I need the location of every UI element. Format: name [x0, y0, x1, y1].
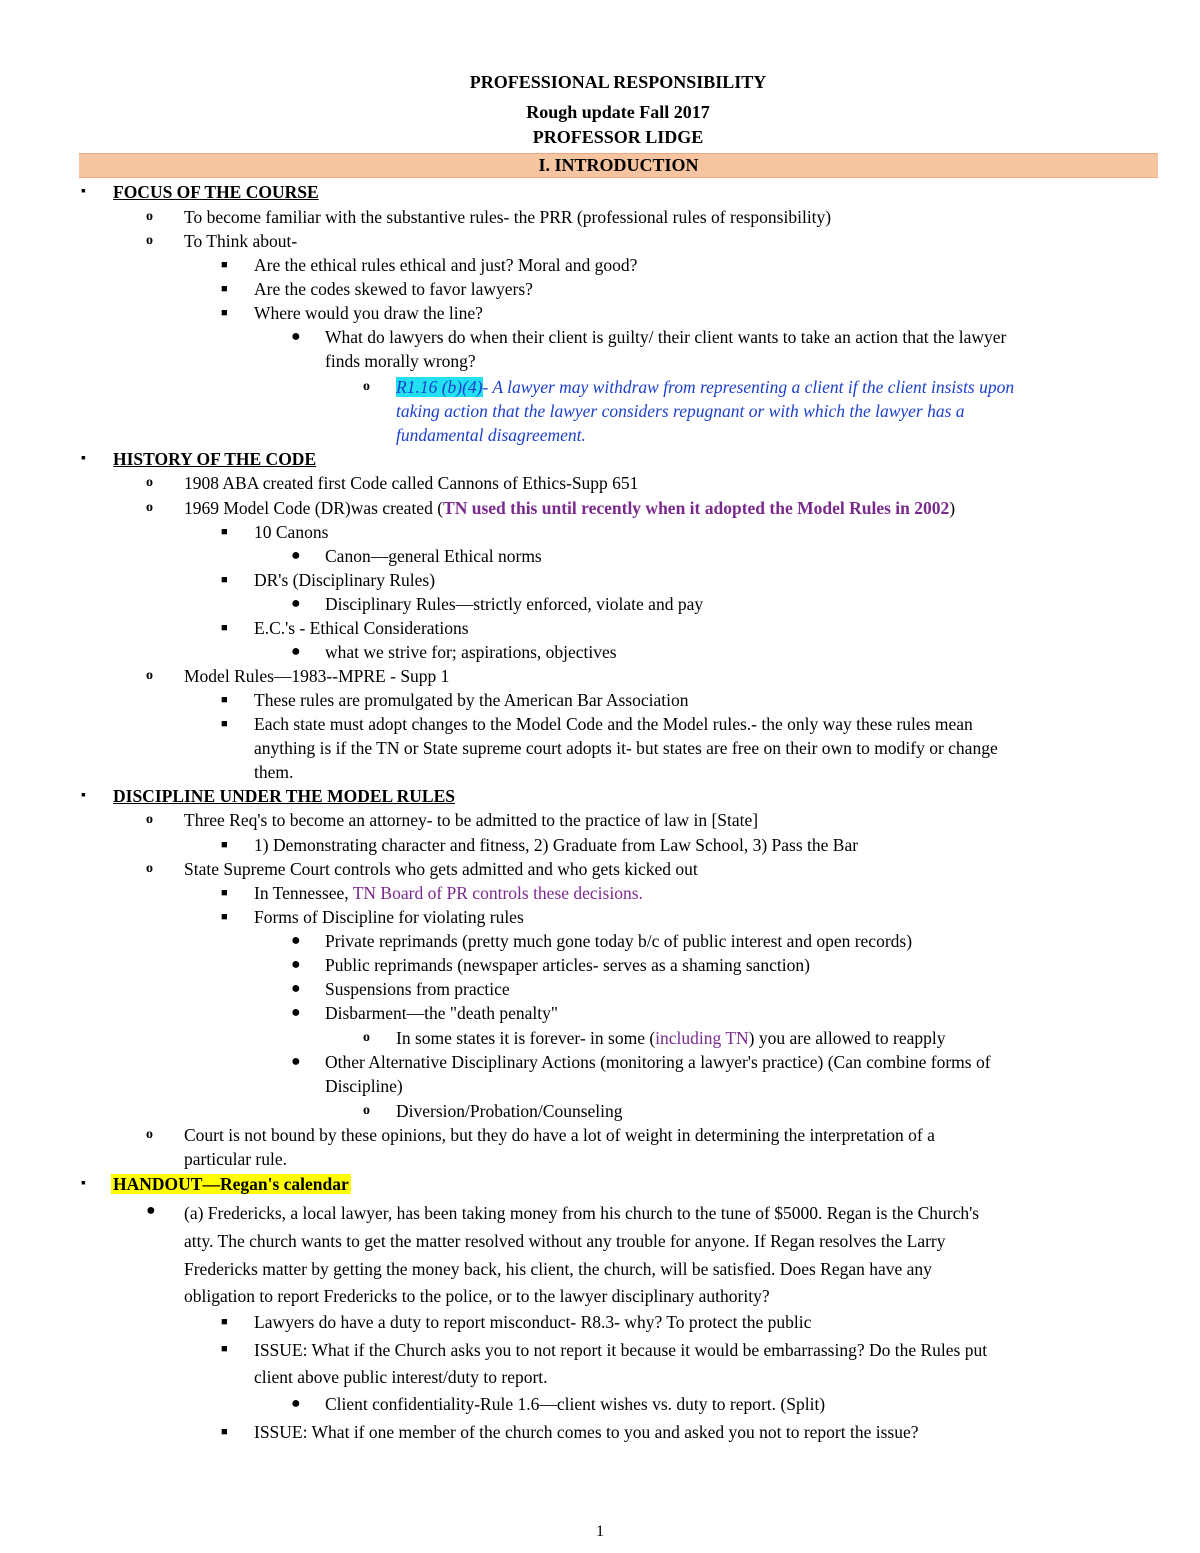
list-item-continued: anything is if the TN or State supreme court adopts it- but states are free on their own to modify or change [254, 738, 998, 758]
section-heading: I. INTRODUCTION [538, 155, 699, 175]
list-item: Disciplinary Rules—strictly enforced, violate and pay [325, 594, 704, 614]
list-item: ISSUE: What if the Church asks you to not report it because it would be embarrassing? Do the Rules put [254, 1340, 988, 1360]
bullet-icon: ● [291, 547, 301, 564]
list-item: Diversion/Probation/Counseling [396, 1101, 623, 1121]
bullet-icon: o [146, 668, 153, 683]
list-item [396, 1026, 945, 1050]
bullet-icon: o [146, 1127, 153, 1142]
bullet-icon: ■ [221, 283, 228, 295]
bullet-icon: ▪ [81, 788, 86, 803]
list-item: Private reprimands (pretty much gone today b/c of public interest and open records) [325, 931, 913, 951]
rule-reference: R1.16 (b)(4) [396, 377, 483, 397]
list-item: 10 Canons [254, 522, 329, 542]
highlighted-note: TN Board of PR controls these decisions. [352, 883, 643, 903]
list-item-continued: them. [254, 762, 294, 782]
list-item-continued: particular rule. [184, 1149, 288, 1169]
list-item: what we strive for; aspirations, objectives [325, 642, 617, 662]
list-item: These rules are promulgated by the American Bar Association [254, 690, 689, 710]
bullet-icon: ■ [221, 307, 228, 319]
list-item: Three Req's to become an attorney- to be admitted to the practice of law in [State] [184, 810, 759, 830]
list-item: Model Rules—1983--MPRE - Supp 1 [184, 666, 450, 686]
bullet-icon: ■ [221, 574, 228, 586]
list-item: Are the codes skewed to favor lawyers? [254, 279, 533, 299]
bullet-icon: o [146, 209, 153, 224]
bullet-icon: ■ [221, 911, 228, 923]
bullet-icon: o [363, 1103, 370, 1118]
list-item: Each state must adopt changes to the Model Code and the Model rules.- the only way these rules mean [254, 714, 973, 734]
list-item-continued: obligation to report Fredericks to the police, or to the lawyer disciplinary authority? [184, 1286, 770, 1306]
list-item-continued: Fredericks matter by getting the money back, his client, the church, will be satisfied. Does Regan have any [184, 1259, 932, 1279]
bullet-icon: ■ [221, 839, 228, 851]
text-segment: In some states it is forever- in some ( [396, 1028, 656, 1048]
list-item: Court is not bound by these opinions, but they do have a lot of weight in determining the interpretation of a [184, 1125, 935, 1145]
bullet-icon: ● [291, 1395, 301, 1412]
bullet-icon: ■ [221, 1316, 228, 1328]
bullet-icon: ■ [221, 622, 228, 634]
highlighted-note: including TN [655, 1028, 749, 1048]
list-item: To Think about- [184, 231, 298, 251]
bullet-icon: o [146, 233, 153, 248]
document-professor: PROFESSOR LIDGE [532, 127, 704, 147]
bullet-icon: ■ [221, 718, 228, 730]
bullet-icon: ● [291, 956, 301, 973]
bullet-icon: ● [291, 595, 301, 612]
document-title: PROFESSIONAL RESPONSIBILITY [469, 72, 767, 92]
bullet-icon: o [363, 379, 370, 394]
handout-heading [111, 1172, 351, 1196]
list-item: Public reprimands (newspaper articles- serves as a shaming sanction) [325, 955, 810, 975]
bullet-icon: ● [291, 643, 301, 660]
list-item: E.C.'s - Ethical Considerations [254, 618, 469, 638]
bullet-icon: o [146, 500, 153, 515]
text-segment: In Tennessee, [254, 883, 353, 903]
bullet-icon: ▪ [81, 184, 86, 199]
text-segment: ) [949, 498, 956, 518]
rule-text: - A lawyer may withdraw from representing a client if the client insists upon [482, 377, 1015, 397]
rule-quote-continued: taking action that the lawyer considers repugnant or with which the lawyer has a [396, 401, 965, 421]
list-item: Where would you draw the line? [254, 303, 483, 323]
discipline-heading: DISCIPLINE UNDER THE MODEL RULES [113, 786, 455, 806]
list-item: Other Alternative Disciplinary Actions (monitoring a lawyer's practice) (Can combine forms of [325, 1052, 991, 1072]
bullet-icon: o [146, 861, 153, 876]
rule-quote-continued: fundamental disagreement. [396, 425, 586, 445]
bullet-icon: ● [291, 328, 301, 345]
bullet-icon: ● [291, 1053, 301, 1070]
list-item: DR's (Disciplinary Rules) [254, 570, 436, 590]
highlighted-note: TN used this until recently when it adopted the Model Rules in 2002 [443, 498, 950, 518]
list-item: What do lawyers do when their client is guilty/ their client wants to take an action that the lawyer [325, 327, 1007, 347]
bullet-icon: ▪ [81, 1176, 86, 1191]
text-segment: 1969 Model Code (DR)was created ( [184, 498, 444, 518]
bullet-icon: ● [291, 932, 301, 949]
bullet-icon: ■ [221, 887, 228, 899]
list-item: Client confidentiality-Rule 1.6—client wishes vs. duty to report. (Split) [325, 1394, 826, 1414]
list-item: ISSUE: What if one member of the church comes to you and asked you not to report the issue? [254, 1422, 919, 1442]
list-item [184, 496, 955, 520]
list-item: Suspensions from practice [325, 979, 510, 999]
rule-quote [396, 375, 1014, 399]
list-item [254, 881, 643, 905]
list-item: State Supreme Court controls who gets admitted and who gets kicked out [184, 859, 698, 879]
focus-heading: FOCUS OF THE COURSE [113, 182, 319, 202]
text-segment: ) you are allowed to reapply [748, 1028, 946, 1048]
bullet-icon: ■ [221, 1426, 228, 1438]
bullet-icon: ■ [221, 1343, 228, 1355]
bullet-icon: ● [146, 1202, 156, 1219]
bullet-icon: ● [291, 1004, 301, 1021]
bullet-icon: o [146, 812, 153, 827]
bullet-icon: o [146, 475, 153, 490]
bullet-icon: ● [291, 980, 301, 997]
list-item: Are the ethical rules ethical and just? Moral and good? [254, 255, 638, 275]
bullet-icon: o [363, 1030, 370, 1045]
list-item: Lawyers do have a duty to report misconduct- R8.3- why? To protect the public [254, 1312, 812, 1332]
bullet-icon: ■ [221, 259, 228, 271]
section-heading-bar [79, 153, 1158, 178]
page-number: 1 [596, 1523, 604, 1540]
list-item-continued: client above public interest/duty to report. [254, 1367, 548, 1387]
handout-heading-text: HANDOUT—Regan's calendar [113, 1174, 349, 1194]
list-item-continued: finds morally wrong? [325, 351, 476, 371]
list-item: Disbarment—the "death penalty" [325, 1003, 558, 1023]
list-item: 1) Demonstrating character and fitness, 2) Graduate from Law School, 3) Pass the Bar [254, 835, 859, 855]
list-item: Canon—general Ethical norms [325, 546, 542, 566]
list-item: To become familiar with the substantive rules- the PRR (professional rules of responsibility) [184, 207, 832, 227]
bullet-icon: ■ [221, 694, 228, 706]
list-item-continued: Discipline) [325, 1076, 403, 1096]
document-subtitle: Rough update Fall 2017 [526, 102, 710, 122]
list-item: Forms of Discipline for violating rules [254, 907, 524, 927]
list-item: 1908 ABA created first Code called Cannons of Ethics-Supp 651 [184, 473, 639, 493]
history-heading: HISTORY OF THE CODE [113, 449, 317, 469]
bullet-icon: ▪ [81, 451, 86, 466]
bullet-icon: ■ [221, 526, 228, 538]
list-item: (a) Fredericks, a local lawyer, has been taking money from his church to the tune of $5000. Regan is the Church's [184, 1203, 980, 1223]
list-item-continued: atty. The church wants to get the matter resolved without any trouble for anyone. If Regan resolves the Larry [184, 1231, 946, 1251]
